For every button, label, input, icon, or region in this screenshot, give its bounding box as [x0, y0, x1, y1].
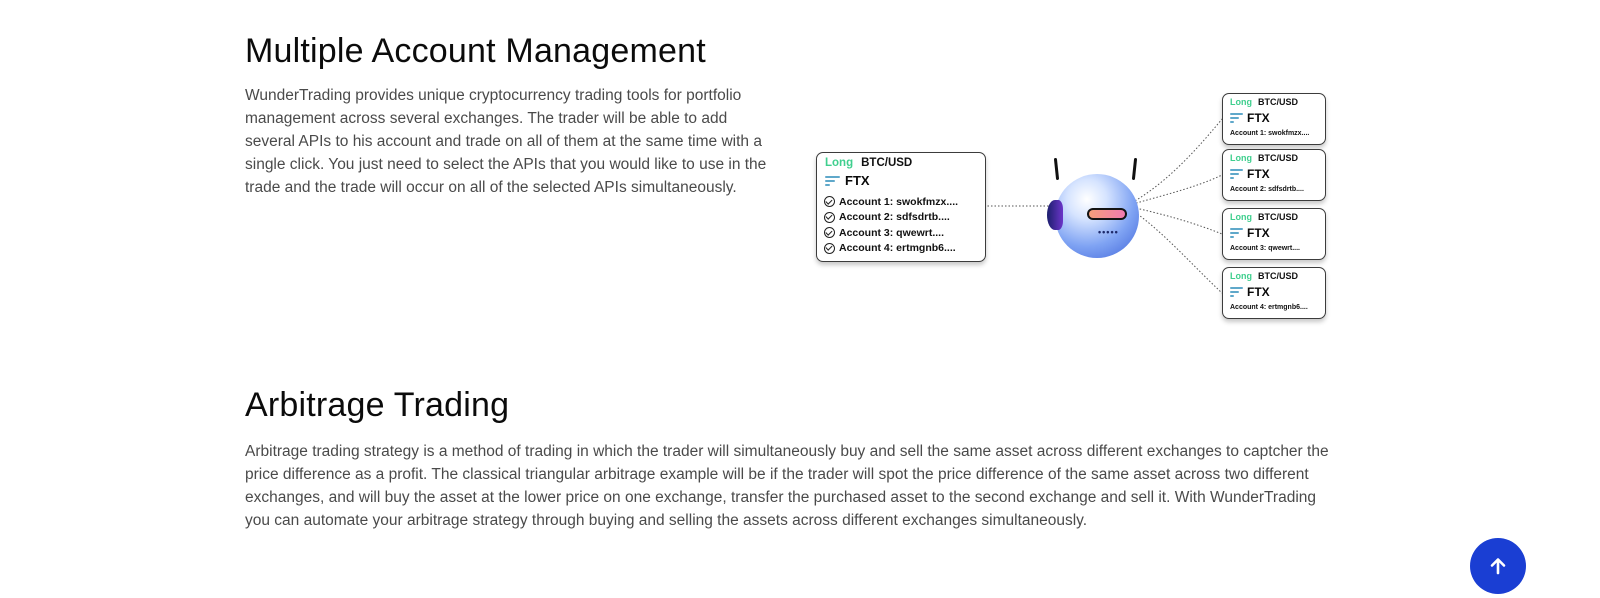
exchange-name: FTX: [1247, 167, 1270, 181]
section-body-multiple-account: WunderTrading provides unique cryptocurrency trading tools for portfolio management across several exchanges. The trader will be able to add several APIs to his account and trade on all of them at the same time with a single click. You just need to select the APIs that you would like to use in the trade and the trade will occur on all of the selected APIs simultaneously.: [245, 87, 767, 196]
exchange-name: FTX: [845, 173, 870, 188]
ftx-logo-icon: [1230, 227, 1244, 239]
exchange-name: FTX: [1247, 226, 1270, 240]
trade-pair: BTC/USD: [1258, 97, 1298, 107]
account-trade-card: [1222, 149, 1326, 201]
check-circle-icon: [824, 227, 835, 238]
section-title-arbitrage: Arbitrage Trading: [245, 386, 510, 424]
ftx-logo-icon: [1230, 286, 1244, 298]
trade-side: Long: [1230, 212, 1252, 222]
check-circle-icon: [824, 243, 835, 254]
exchange-name: FTX: [1247, 111, 1270, 125]
account-label: Account 4: ertmgnb6....: [1230, 304, 1308, 311]
trade-pair: BTC/USD: [1258, 153, 1298, 163]
section-title-multiple-account: Multiple Account Management: [245, 32, 706, 70]
trade-pair: BTC/USD: [1258, 271, 1298, 281]
account-label: Account 3: qwewrt....: [839, 226, 945, 239]
robot-icon: [1045, 158, 1145, 258]
account-label: Account 2: sdfsdrtb....: [839, 211, 950, 224]
check-circle-icon: [824, 212, 835, 223]
check-circle-icon: [824, 196, 835, 207]
trade-side: Long: [825, 157, 854, 169]
trade-pair: BTC/USD: [1258, 212, 1298, 222]
list-item: [824, 225, 958, 241]
trade-side: Long: [1230, 271, 1252, 281]
arrow-up-icon: [1487, 555, 1509, 577]
list-item: [824, 194, 958, 210]
multi-account-illustration: [810, 88, 1335, 328]
account-label: Account 1: swokfmzx....: [1230, 130, 1310, 137]
main-trade-card: [816, 152, 986, 262]
account-trade-card: [1222, 208, 1326, 260]
trade-pair: BTC/USD: [861, 157, 913, 169]
account-trade-card: [1222, 93, 1326, 145]
exchange-name: FTX: [1247, 285, 1270, 299]
account-label: Account 4: ertmgnb6....: [839, 242, 956, 255]
trade-side: Long: [1230, 153, 1252, 163]
ftx-logo-icon: [825, 174, 841, 188]
back-to-top-button[interactable]: [1470, 538, 1526, 594]
ftx-logo-icon: [1230, 112, 1244, 124]
list-item: [824, 241, 958, 257]
list-item: [824, 210, 958, 226]
account-label: Account 3: qwewrt....: [1230, 245, 1301, 252]
trade-side: Long: [1230, 97, 1252, 107]
account-trade-card: [1222, 267, 1326, 319]
robot-dots: •••••: [1098, 227, 1119, 237]
account-list: [824, 194, 958, 256]
ftx-logo-icon: [1230, 168, 1244, 180]
account-label: Account 1: swokfmzx....: [839, 195, 959, 208]
section-body-arbitrage: Arbitrage trading strategy is a method of trading in which the trader will simultaneously buy and sell the same asset across different exchanges to captcher the price difference as a profit. The classical triangular arbitrage example will be if the trader will spot the price difference of the same asset across two different exchanges, and will buy the asset at the lower price on one exchange, transfer the purchased asset to the second exchange and sell it. With WunderTrading you can automate your arbitrage strategy through buying and selling the assets across different exchanges simultaneously.: [245, 443, 1329, 529]
account-label: Account 2: sdfsdrtb....: [1230, 186, 1304, 193]
